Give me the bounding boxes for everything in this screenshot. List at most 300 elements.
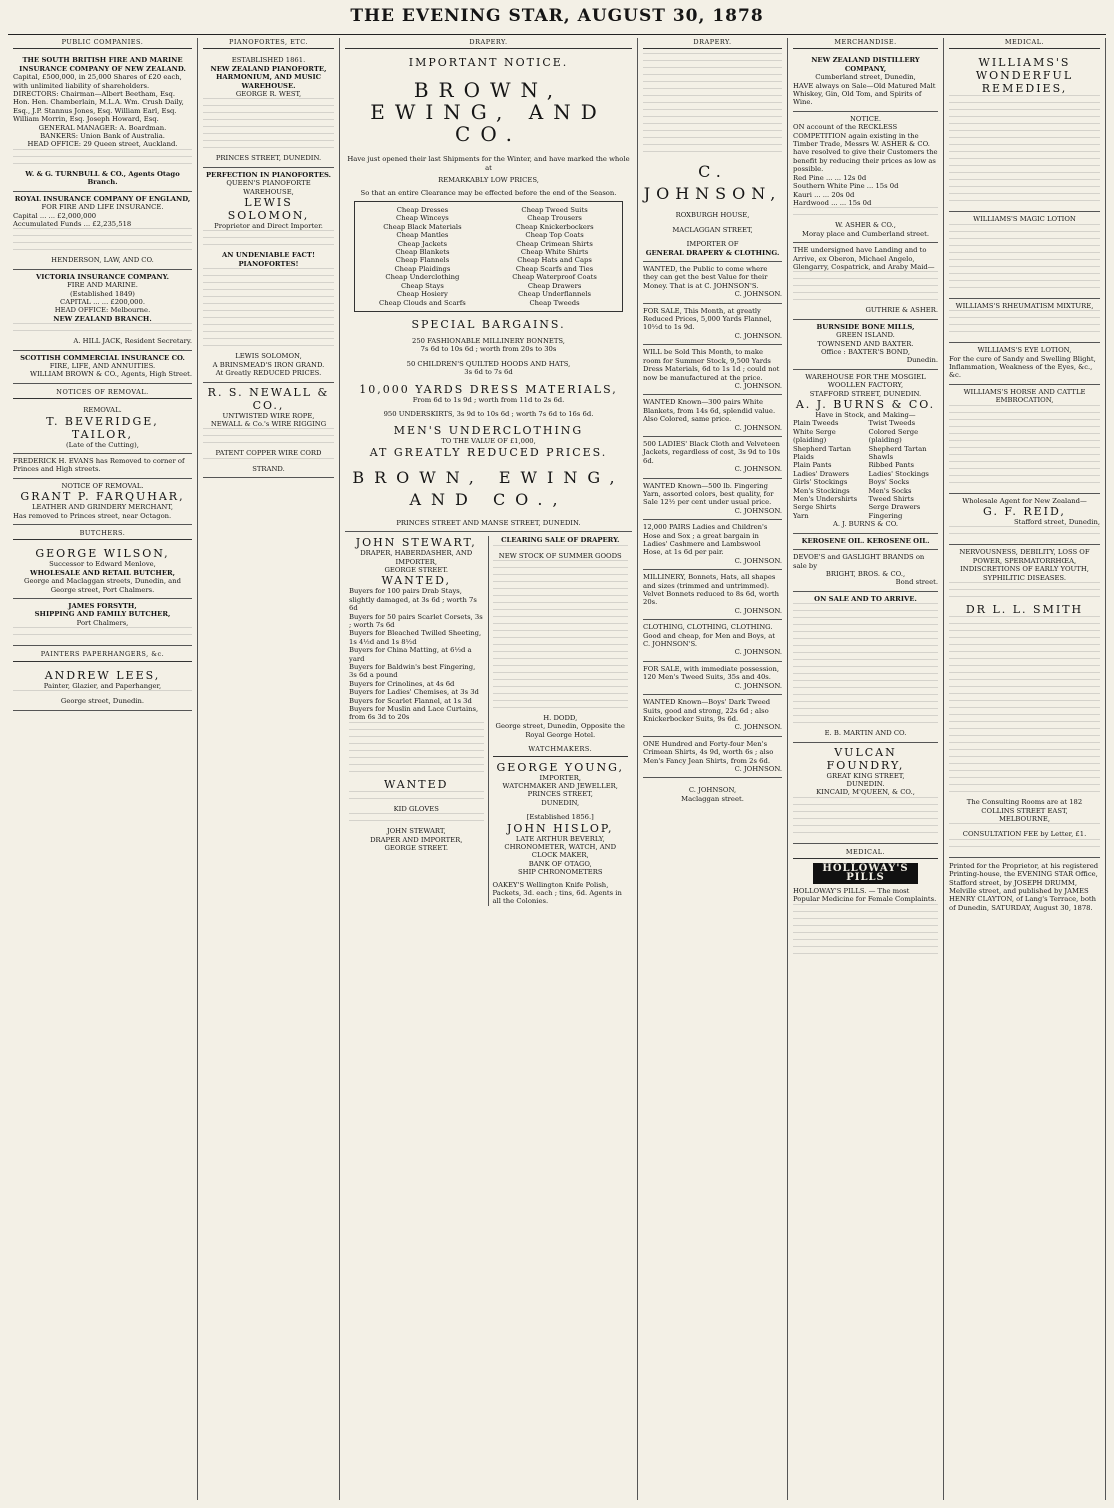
ad-text: IMPORTER, [539, 773, 582, 782]
ad-text: Moray place and Cumberland street. [801, 229, 930, 238]
cheap-item: Cheap Top Coats [525, 231, 584, 240]
ad-text: Wholesale Agent for New Zealand— [962, 496, 1087, 505]
ad-title: THE SOUTH BRITISH FIRE AND MARINE INSURANCE COMPANY OF NEW ZEALAND. [19, 56, 186, 73]
ad-text: (Late of the Cutting), [66, 440, 139, 449]
ad-text: WANTED, [381, 574, 452, 588]
cheap-item: Cheap Trousers [527, 214, 582, 223]
cheap-item: Cheap Crimean Shirts [516, 239, 593, 248]
section-heading: NOTICES OF REMOVAL. [13, 388, 192, 399]
ad-text: ON account of the RECKLESS COMPETITION again existing in the Timber Trade, Messrs W. ASHER & CO. have resolved to give their Customers the benefit by reducing their prices as low as possible. [793, 123, 938, 174]
ad-signature: A. HILL JACK, Resident Secretary. [73, 337, 192, 346]
ad-text: Painter, Glazier, and Paperhanger, [43, 681, 162, 690]
mosgiel-item: Yarn [793, 511, 809, 520]
cheap-item: Cheap Blankets [395, 248, 450, 257]
ad-reid-agent [949, 494, 1100, 546]
ad-text: CLOTHING, CLOTHING, CLOTHING. Good and cheap, for Men and Boys, at C. JOHNSON'S. [643, 623, 775, 649]
ad-name: LEWIS SOLOMON, [227, 196, 310, 223]
ad-text: WANTED, the Public to come where they can get the best Value for their Money. That is at C. JOHNSON'S. [643, 265, 768, 290]
ad-name: KINCAID, M'QUEEN, & CO., [816, 788, 915, 797]
mosgiel-item: Ladies' Drawers [793, 469, 849, 478]
ad-text: FOR SALE, with immediate possession, 120 Men's Tweed Suits, 35s and 40s. [643, 664, 779, 682]
ad-mosgiel [793, 370, 938, 534]
section-heading: BUTCHERS. [13, 529, 192, 540]
ad-text: WANTED [383, 777, 449, 791]
ad-title: VICTORIA INSURANCE COMPANY. [36, 272, 169, 281]
ad-title: NERVOUSNESS, DEBILITY, LOSS OF POWER, SPERMATORRHŒA, INDISCRETIONS OF EARLY YOUTH, SYPHILITIC DISEASES. [959, 548, 1090, 582]
cheap-item: Cheap Underclothing [385, 273, 460, 282]
ad-williams-remedies [949, 53, 1100, 212]
mosgiel-item: Colored Serge (plaiding) [868, 427, 919, 445]
mosgiel-item: Twist Tweeds [868, 419, 916, 428]
mosgiel-item: Ribbed Pants [868, 461, 914, 470]
ad-title: VULCAN FOUNDRY, [826, 745, 905, 772]
ad-scottish-commercial [13, 351, 192, 384]
ad-devoe [793, 550, 938, 592]
ad-vulcan [793, 743, 938, 844]
brand-name: BROWN, EWING, AND CO., [352, 467, 625, 509]
ad-text: NEW STOCK OF SUMMER GOODS [498, 551, 622, 560]
ad-text: DEVOE'S and GASLIGHT BRANDS on sale by [793, 553, 925, 570]
ad-text: SHIP CHRONOMETERS [517, 868, 603, 877]
ad-wilson [13, 544, 192, 599]
ad-text: BANK OF OTAGO, [528, 859, 592, 868]
ad-signature: WILLIAM BROWN & CO., Agents, High Street. [29, 370, 192, 379]
ad-text: MILLINERY, Bonnets, Hats, all shapes and sizes (trimmed and untrimmed). Velvet Bonnets reduced to 8s 6d, worth 20s. [643, 573, 780, 607]
ad-name: DR L. L. SMITH [965, 603, 1084, 617]
ad-text: GEORGE STREET. [384, 565, 449, 574]
ad-name: G. F. REID, [983, 505, 1066, 519]
brand-name: C. JOHNSON, [643, 162, 782, 204]
ad-text: Office : BAXTER'S BOND, [820, 347, 911, 356]
ad-text: IMPORTER OF [686, 240, 739, 249]
johnson-ad [643, 395, 782, 437]
ad-name: GEORGE R. WEST, [235, 90, 302, 99]
ad-text: 3s 6d to 7s 6d [464, 368, 513, 377]
ad-text: DRAPER AND IMPORTER, [370, 835, 463, 844]
cheap-item: Cheap Plaidings [394, 264, 451, 273]
ad-text: CHRONOMETER, WATCH, AND CLOCK MAKER, [504, 843, 617, 860]
ad-victoria-insurance [13, 270, 192, 351]
ad-beveridge [13, 403, 192, 454]
ad-text: DIRECTORS: Chairman—Albert Beetham, Esq. Hon. Hen. Chamberlain, M.L.A. Wm. Crush Daily, Esq., J.P. Stannus Jones, Esq. William Earl, Esq. William Morrin, Esq. Joseph Howard, Esq. [13, 90, 184, 124]
ad-evans [13, 454, 192, 479]
ad-name: ANDREW LEES, [44, 668, 161, 682]
ad-text: (Established 1849) [70, 289, 135, 298]
ad-dodd-and-watchmakers [489, 536, 633, 906]
ad-text: GEORGE STREET. [384, 844, 449, 853]
ad-text: TOWNSEND AND BAXTER. [817, 339, 914, 348]
ad-text: George street, Dunedin, Opposite the Royal George Hotel. [495, 722, 625, 739]
cheap-item: Cheap Scarfs and Ties [515, 264, 594, 273]
ad-text: [Established 1856.] [526, 813, 594, 822]
mosgiel-item: Boys' Socks [868, 478, 910, 487]
ad-text: FIRE AND MARINE. [67, 281, 138, 290]
cheap-item: Cheap Clouds and Scarfs [379, 298, 466, 307]
ad-text: Cumberland street, Dunedin, [815, 73, 916, 82]
johnson-ad [643, 695, 782, 737]
ad-title: NEW ZEALAND DISTILLERY COMPANY, [811, 56, 920, 73]
ad-text: PRINCES STREET, DUNEDIN. [215, 154, 322, 163]
ad-text: Stafford street, Dunedin, [1014, 518, 1100, 527]
ad-title: NOTICE OF REMOVAL. [61, 481, 144, 490]
column-public-companies [8, 38, 198, 1500]
ad-text: GENERAL DRAPERY & CLOTHING. [645, 248, 780, 257]
johnson-ad [643, 479, 782, 521]
ad-text: DUNEDIN, [541, 798, 580, 807]
cheap-item: Cheap Drawers [527, 281, 582, 290]
ad-text: CONSULTATION FEE by Letter, £1. [962, 830, 1087, 839]
left-items-list [359, 206, 485, 307]
ad-headline: PIANOFORTES! [238, 259, 299, 268]
ad-text: FIRE, LIFE, AND ANNUITIES. [49, 361, 156, 370]
ad-signature: A. J. BURNS & CO. [832, 520, 899, 529]
ad-lees [13, 666, 192, 711]
ad-title: WILLIAMS'S WONDERFUL REMEDIES, [975, 56, 1074, 96]
ad-text: WILL be Sold This Month, to make room for Summer Stock, 9,500 Yards Dress Materials, 6d to 1s 1d ; could not now be manufactured at the price. [643, 348, 780, 382]
ad-text: TO THE VALUE OF £1,000, [441, 437, 536, 446]
ad-text: HAVE always on Sale—Old Matured Malt Whiskey, Gin, Old Tom, and Spirits of Wine. [793, 81, 936, 107]
ad-name: R. S. NEWALL & CO., [207, 385, 330, 412]
ad-name: A. J. BURNS & CO. [795, 398, 936, 411]
wanted-line: Buyers for 50 pairs Scarlet Corsets, 3s ; worth 7s 6d [349, 612, 483, 629]
ad-title: ON SALE AND TO ARRIVE. [814, 594, 917, 603]
mosgiel-item: Shepherd Tartan Shawls [868, 444, 927, 462]
johnson-ad [643, 570, 782, 620]
ad-john-stewart [345, 536, 489, 906]
ad-farquhar [13, 479, 192, 525]
ad-williams-eye-lotion [949, 343, 1100, 385]
ad-signature: C. JOHNSON. [734, 506, 782, 515]
column-drapery-brown-ewing [340, 38, 638, 1500]
ad-forsyth [13, 599, 192, 646]
ad-text: STRAND. [252, 464, 285, 473]
ad-signature: C. JOHNSON. [734, 648, 782, 657]
wanted-line: Buyers for Ladies' Chemises, at 3s 3d [349, 688, 479, 697]
ad-signature: C. JOHNSON. [734, 681, 782, 690]
ad-name: GRANT P. FARQUHAR, [20, 490, 185, 504]
ad-signature: C. JOHNSON. [734, 331, 782, 340]
ad-text: Bond street. [895, 578, 938, 587]
ad-text: George and Maclaggan streets, Dunedin, and George street, Port Chalmers. [24, 577, 181, 594]
ad-text: 12,000 PAIRS Ladies and Children's Hose and Sox ; a great bargain in Ladies' Cashmere and Lambswool Hose, at 1s 6d per pair. [643, 523, 768, 557]
mosgiel-item: Men's Socks [868, 486, 912, 495]
masthead-rule [8, 34, 1106, 35]
johnson-ad [643, 620, 782, 662]
ad-guthrie-asher [793, 243, 938, 320]
ad-title: WILLIAMS'S MAGIC LOTION [973, 215, 1076, 224]
ad-newall [203, 383, 334, 479]
brand-name: BROWN, EWING, AND CO. [370, 78, 607, 147]
ad-text: MEN'S UNDERCLOTHING [393, 424, 584, 438]
ad-name: JOHN STEWART, [355, 536, 477, 550]
ad-text: For the cure of Sandy and Swelling Blight, Inflammation, Weakness of the Eyes, &c., &c. [949, 354, 1096, 380]
mosgiel-item: Men's Stockings [793, 486, 850, 495]
ad-asher-notice [793, 112, 938, 243]
ad-text: NEWALL & Co.'s WIRE RIGGING [210, 419, 327, 428]
ad-text: CAPITAL ... ... £200,000. [60, 297, 145, 306]
ad-text: So that an entire Clearance may be effected before the end of the Season. [360, 188, 617, 197]
ad-signature: C. JOHNSON. [734, 606, 782, 615]
ad-solomon [203, 168, 334, 383]
ad-text: Capital ... ... £2,000,000 [13, 211, 97, 220]
ad-name: H. DODD, [543, 713, 578, 722]
mosgiel-item: Fingering [868, 511, 903, 520]
timber-price-row: Hardwood ... ... 15s 0d [793, 198, 872, 207]
column-merchandise [788, 38, 944, 1500]
ad-text: THE undersigned have Landing and to Arrive, ex Oberon, Michael Angelo, Glengarry, Cospatrick, and Araby Maid— [793, 246, 935, 271]
ad-text: PRINCES STREET AND MANSE STREET, DUNEDIN. [396, 518, 581, 527]
ad-text: QUEEN'S PIANOFORTE WAREHOUSE, [226, 179, 311, 196]
mosgiel-item: Plain Tweeds [793, 419, 839, 428]
ad-signature: C. JOHNSON. [734, 381, 782, 390]
ad-text: LEWIS SOLOMON, [235, 352, 302, 361]
mosgiel-item: Tweed Shirts [868, 495, 914, 504]
wanted-list [349, 587, 484, 722]
section-heading: PIANOFORTES, ETC. [203, 38, 334, 49]
mosgiel-item: White Serge (plaiding) [793, 427, 836, 445]
ad-title: IMPORTANT NOTICE. [408, 56, 569, 70]
wanted-line: Buyers for Baldwin's best Fingering, 3s 6d a pound [349, 663, 476, 680]
wanted-line: Buyers for China Matting, at 6½d a yard [349, 646, 472, 663]
wanted-line: Buyers for 100 pairs Drab Stays, slightly damaged, at 3s 6d ; worth 7s 6d [349, 587, 477, 613]
wanted-line: Buyers for Crinolines, at 4s 6d [349, 679, 455, 688]
ad-text: The Consulting Rooms are at 182 [966, 798, 1083, 807]
ad-signature: C. JOHNSON. [734, 723, 782, 732]
ad-title: WILLIAMS'S RHEUMATISM MIXTURE, [955, 301, 1094, 310]
ad-text: BANKERS: Union Bank of Australia. [40, 132, 165, 141]
ad-signature: C. JOHNSON. [734, 764, 782, 773]
ad-text: Has removed to Princes street, near Octagon. [13, 511, 172, 520]
johnson-ad [643, 520, 782, 570]
mosgiel-left [793, 419, 863, 520]
ad-burnside [793, 320, 938, 370]
ad-text: At Greatly REDUCED PRICES. [215, 369, 322, 378]
section-heading: PAINTERS PAPERHANGERS, &c. [13, 650, 192, 661]
cheap-item: Cheap Stays [400, 281, 444, 290]
ad-text: GENERAL MANAGER: A. Boardman. [38, 123, 167, 132]
ad-text: MACLAGGAN STREET, [672, 225, 753, 234]
masthead: THE EVENING STAR, AUGUST 30, 1878 [350, 6, 764, 26]
imprint: Printed for the Proprietor, at his registered Printing-house, the EVENING STAR Office, Stafford street, by JOSEPH DRUMM, Melville street, and published by JAMES HENRY CLAYTON, of Lang's Terrace, both of Dunedin, SATURDAY, August 30, 1878. [949, 861, 1099, 912]
ad-text: Port Chalmers, [76, 618, 129, 627]
ad-name: T. BEVERIDGE, TAILOR, [46, 414, 159, 441]
mosgiel-item: Ladies' Stockings [868, 469, 929, 478]
ad-williams-magic-lotion [949, 212, 1100, 298]
mosgiel-item: Serge Shirts [793, 503, 837, 512]
section-heading: MEDICAL. [949, 38, 1100, 49]
ad-text: PRINCES STREET, [527, 790, 593, 799]
ad-name: GEORGE YOUNG, [496, 760, 624, 774]
ad-text: MELBOURNE, [998, 814, 1051, 823]
ad-title: WILLIAMS'S HORSE AND CATTLE EMBROCATION, [963, 387, 1086, 405]
cheap-item: Cheap Winceys [396, 214, 449, 223]
ad-text: WANTED Known—300 pairs White Blankets, from 14s 6d, splendid value. Also Colored, same price. [643, 398, 776, 424]
cheap-item: Cheap Flannels [395, 256, 450, 265]
ad-text: WATCHMAKER AND JEWELLER, [502, 782, 618, 790]
ad-dr-smith [949, 545, 1100, 857]
ad-signature: HENDERSON, LAW, AND CO. [51, 256, 154, 265]
ad-text: Proprietor and Direct Importer. [214, 222, 323, 231]
ad-text: WANTED Known—500 lb. Fingering Yarn, assorted colors, best quality, for Sale 12½ per cent under usual price. [643, 481, 774, 507]
ad-text: DUNEDIN. [846, 779, 885, 788]
ad-text: DRAPER, HABERDASHER, AND IMPORTER, [360, 549, 473, 566]
ad-text: Capital, £500,000, in 25,000 Shares of £20 each, with unlimited liability of shareholders. [13, 73, 182, 90]
ad-text: Maclaggan street. [681, 794, 744, 803]
ad-text: A BRINSMEAD'S IRON GRAND. [212, 360, 325, 369]
ad-name: GEORGE WILSON, [35, 547, 170, 561]
ad-text: 250 FASHIONABLE MILLINERY BONNETS, [412, 336, 565, 345]
ad-kerosene: KEROSENE OIL. KEROSENE OIL. [793, 534, 938, 550]
ad-text: Accumulated Funds ... £2,235,518 [13, 219, 132, 228]
ad-text: Dunedin. [906, 356, 938, 365]
ad-headline: SPECIAL BARGAINS. [411, 317, 566, 331]
mosgiel-item: Men's Undershirts [793, 495, 858, 504]
ad-text: UNTWISTED WIRE ROPE, [222, 411, 315, 420]
ad-martin [793, 592, 938, 743]
section-heading: MEDICAL. [793, 848, 938, 859]
mosgiel-item: Serge Drawers [868, 503, 921, 512]
ad-brown-ewing [345, 53, 632, 532]
cheap-item: Cheap Jackets [397, 239, 447, 248]
ad-text: OAKEY'S Wellington Knife Polish, Packets, 3d. each ; tins, 6d. Agents in all the Colonies. [492, 880, 622, 906]
ad-text: FOR FIRE AND LIFE INSURANCE. [41, 203, 164, 212]
ad-title: REMOVAL. [83, 406, 122, 415]
timber-price-row: Southern White Pine ... 15s 0d [793, 182, 899, 191]
ad-name: JOHN HISLOP, [506, 821, 614, 835]
section-heading: PUBLIC COMPANIES. [13, 38, 192, 49]
cheap-item: Cheap Knickerbockers [515, 222, 594, 231]
johnson-ad [643, 437, 782, 479]
johnson-ad [643, 262, 782, 304]
ad-text: NEW ZEALAND BRANCH. [53, 314, 152, 323]
johnson-ads-list [643, 262, 782, 778]
johnson-ad [643, 304, 782, 346]
column-drapery-johnson [638, 38, 788, 1500]
cheap-item: Cheap Hats and Caps [517, 256, 592, 265]
ad-text: WHOLESALE AND RETAIL BUTCHER, [29, 568, 176, 577]
ad-text: GREEN ISLAND. [836, 331, 895, 340]
ad-signature: C. JOHNSON. [734, 465, 782, 474]
ad-text: Have just opened their last Shipments for the Winter, and have marked the whole at [347, 155, 630, 172]
ad-title: CLEARING SALE OF DRAPERY. [501, 536, 620, 545]
ad-nz-distillery [793, 53, 938, 111]
ad-text: 7s 6d to 10s 6d ; worth from 20s to 30s [420, 345, 557, 354]
ad-text: ONE Hundred and Forty-four Men's Crimean Shirts, 4s 9d, worth 6s ; also Men's Fancy Jean Shirts, from 2s 6d. [643, 739, 774, 765]
ad-text: GREAT KING STREET, [826, 771, 905, 780]
ad-text: George street, Dunedin. [60, 697, 145, 706]
ad-title: WAREHOUSE FOR THE MOSGIEL WOOLLEN FACTORY, [805, 372, 926, 390]
ad-text: From 6d to 1s 9d ; worth from 11d to 2s 6d. [412, 395, 565, 404]
lower-split [345, 536, 632, 906]
ad-text: ROXBURGH HOUSE, [675, 211, 750, 220]
wanted-line: Buyers for Bleached Twilled Sheeting, 1s 4½d and 1s 8½d [349, 629, 482, 646]
ad-text: STAFFORD STREET, DUNEDIN. [809, 389, 922, 398]
ad-title: SCOTTISH COMMERCIAL INSURANCE CO. [20, 353, 185, 362]
johnson-ad [643, 737, 782, 779]
timber-price-row: Kauri ... ... 20s 0d [793, 190, 855, 199]
cheap-item: Cheap Mantles [396, 231, 449, 240]
cheap-items-box [354, 201, 622, 312]
ad-text: KID GLOVES [393, 804, 439, 813]
cheap-item: Cheap Hosiery [396, 290, 448, 299]
ad-johnson-header [643, 158, 782, 262]
ad-signature: E. B. MARTIN AND CO. [824, 729, 907, 738]
ad-signature: C. JOHNSON. [734, 290, 782, 299]
ad-text: HOLLOWAY'S PILLS. — The most Popular Medicine for Female Complaints. [793, 886, 937, 904]
ad-headline: AN UNDENIABLE FACT! [222, 251, 315, 260]
mosgiel-item: Girls' Stockings [793, 478, 848, 487]
section-heading: WATCHMAKERS. [493, 745, 629, 756]
section-heading: MERCHANDISE. [793, 38, 938, 49]
ad-text: SHIPPING AND FAMILY BUTCHER, [34, 610, 171, 619]
ad-williams-rheumatism [949, 299, 1100, 343]
ad-name: JAMES FORSYTH, [68, 602, 137, 611]
ad-title: ROYAL INSURANCE COMPANY OF ENGLAND, [14, 194, 191, 203]
mosgiel-item: Plain Pants [793, 461, 832, 470]
cheap-item: Cheap Tweeds [529, 298, 580, 307]
ad-williams-embrocation [949, 385, 1100, 494]
mosgiel-item: Shepherd Tartan Plaids [793, 444, 852, 462]
ad-text: FREDERICK H. EVANS has Removed to corner of Princes and High streets. [13, 457, 185, 474]
ad-text: WANTED Known—Boys' Dark Tweed Suits, good and strong, 22s 6d ; also Knickerbocker Suits, 9s 6d. [643, 698, 771, 723]
ad-signature: W. & G. TURNBULL & CO., Agents Otago Branch. [25, 169, 180, 187]
ad-text: 10,000 YARDS DRESS MATERIALS, [359, 382, 618, 396]
ad-text: PATENT COPPER WIRE CORD [215, 449, 322, 458]
cheap-item: Cheap Waterproof Coats [512, 273, 597, 282]
ad-title: NEW ZEALAND PIANOFORTE, HARMONIUM, AND MUSIC WAREHOUSE. [210, 64, 327, 90]
ad-text: REMARKABLY LOW PRICES, [438, 176, 539, 185]
ad-text: 50 CHILDREN'S QUILTED HOODS AND HATS, [406, 359, 571, 368]
ad-title: WILLIAMS'S EYE LOTION, [977, 346, 1072, 355]
johnson-ad [643, 662, 782, 695]
ad-west [203, 53, 334, 167]
ad-signature: BRIGHT, BROS. & CO., [825, 569, 906, 578]
johnson-ad [643, 345, 782, 395]
ad-south-british [13, 53, 192, 191]
ad-text: HEAD OFFICE: 29 Queen street, Auckland. [27, 140, 178, 149]
ad-title: PERFECTION IN PIANOFORTES. [205, 170, 332, 179]
ad-title: BURNSIDE BONE MILLS, [816, 322, 915, 331]
mosgiel-stock-list [793, 419, 938, 520]
ad-text: Successor to Edward Menlove, [49, 560, 156, 569]
cheap-item: Cheap Underflannels [518, 290, 592, 299]
cheap-item: Cheap Tweed Suits [521, 206, 588, 215]
section-heading: DRAPERY. [345, 38, 632, 49]
ad-signature: C. JOHNSON. [734, 423, 782, 432]
cheap-item: Cheap White Shirts [520, 248, 589, 257]
ad-text: LEATHER AND GRINDERY MERCHANT, [31, 503, 174, 512]
ad-name: C. JOHNSON, [688, 786, 737, 795]
ad-text: 950 UNDERSKIRTS, 3s 9d to 10s 6d ; worth 7s 6d to 16s 6d. [383, 409, 594, 418]
ad-text: 500 LADIES' Black Cloth and Velveteen Jackets, regardless of cost, 3s 9d to 10s 6d. [643, 439, 781, 465]
ad-royal-insurance [13, 192, 192, 270]
cheap-item: Cheap Black Materials [383, 222, 462, 231]
ad-signature: GUTHRIE & ASHER. [865, 306, 938, 315]
ad-text: Have in Stock, and Making— [815, 411, 916, 419]
ad-text: LATE ARTHUR BEVERLY, [515, 834, 605, 843]
column-medical [944, 38, 1106, 1500]
ad-text: JOHN STEWART, [386, 827, 446, 836]
ad-title: NOTICE. [849, 114, 882, 123]
wanted-line: Buyers for Scarlet Flannel, at 1s 3d [349, 696, 472, 705]
holloways-pills-banner: HOLLOWAY'S PILLS [813, 863, 918, 884]
ad-text: HEAD OFFICE: Melbourne. [54, 306, 151, 315]
ad-text: FOR SALE, This Month, at greatly Reduced Prices, 5,000 Yards Flannel, 10½d to 1s 9d. [643, 306, 772, 332]
ad-text: ESTABLISHED 1861. [231, 56, 306, 65]
column-pianofortes [198, 38, 340, 1500]
timber-price-list [793, 174, 938, 208]
wanted-line: Buyers for Muslin and Lace Curtains, from 6s 3d to 20s [349, 705, 479, 722]
